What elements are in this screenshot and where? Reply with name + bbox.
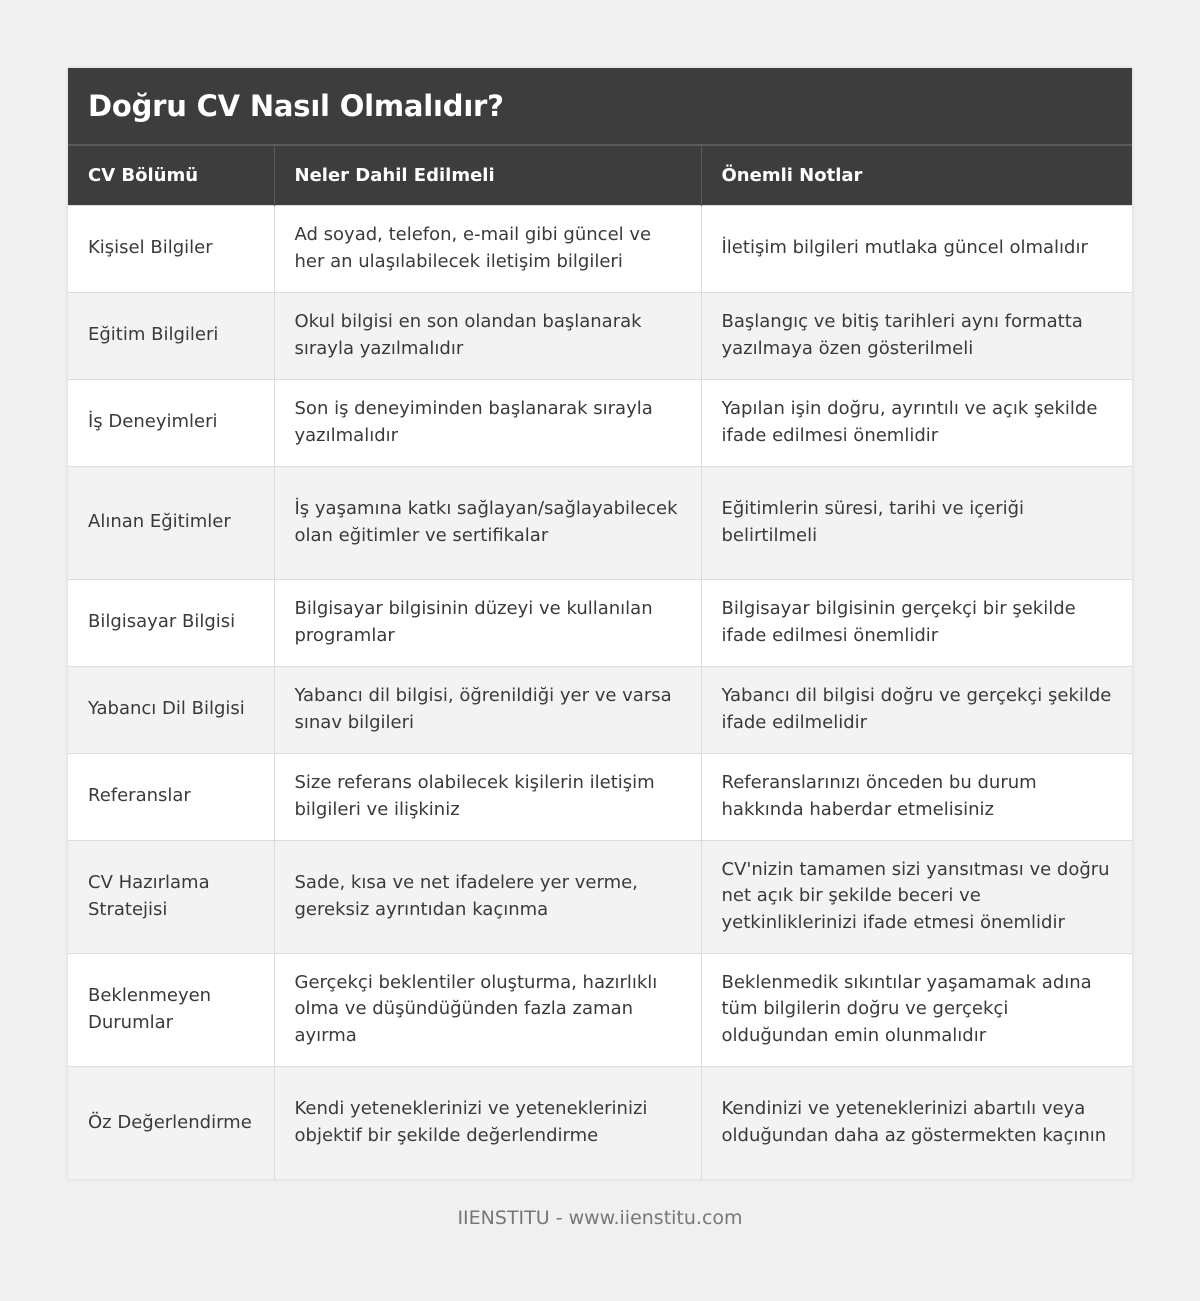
- table-row: [68, 666, 1132, 753]
- cell-notes: Referanslarınızı önceden bu durum hakkında haberdar etmelisiniz: [701, 753, 1132, 840]
- title-bar: [68, 68, 1132, 144]
- cv-table-card: [68, 68, 1132, 1179]
- cell-notes: Beklenmedik sıkıntılar yaşamamak adına tüm bilgilerin doğru ve gerçekçi olduğundan emin olunmalıdır: [701, 953, 1132, 1066]
- cell-section: CV Hazırlama Stratejisi: [68, 840, 274, 953]
- cell-include: Son iş deneyiminden başlanarak sırayla yazılmalıdır: [274, 379, 701, 466]
- cell-include: Ad soyad, telefon, e-mail gibi güncel ve her an ulaşılabilecek iletişim bilgileri: [274, 205, 701, 292]
- cell-section: Eğitim Bilgileri: [68, 292, 274, 379]
- cell-include: Kendi yeteneklerinizi ve yeteneklerinizi objektif bir şekilde değerlendirme: [274, 1066, 701, 1179]
- cell-section: Beklenmeyen Durumlar: [68, 953, 274, 1066]
- cell-notes: Kendinizi ve yeteneklerinizi abartılı veya olduğundan daha az göstermekten kaçının: [701, 1066, 1132, 1179]
- cv-table: [68, 144, 1132, 1179]
- cell-include: Okul bilgisi en son olandan başlanarak sırayla yazılmalıdır: [274, 292, 701, 379]
- cell-notes: Bilgisayar bilgisinin gerçekçi bir şekilde ifade edilmesi önemlidir: [701, 579, 1132, 666]
- cell-section: Bilgisayar Bilgisi: [68, 579, 274, 666]
- cell-include: Size referans olabilecek kişilerin iletişim bilgileri ve ilişkiniz: [274, 753, 701, 840]
- cell-notes: Yapılan işin doğru, ayrıntılı ve açık şekilde ifade edilmesi önemlidir: [701, 379, 1132, 466]
- table-row: [68, 379, 1132, 466]
- cell-notes: CV'nizin tamamen sizi yansıtması ve doğru net açık bir şekilde beceri ve yetkinliklerinizi ifade etmesi önemlidir: [701, 840, 1132, 953]
- column-header-section: CV Bölümü: [68, 145, 274, 205]
- table-row: [68, 953, 1132, 1066]
- cell-section: Yabancı Dil Bilgisi: [68, 666, 274, 753]
- cell-notes: Eğitimlerin süresi, tarihi ve içeriği belirtilmeli: [701, 466, 1132, 579]
- cell-section: İş Deneyimleri: [68, 379, 274, 466]
- page-title: Doğru CV Nasıl Olmalıdır?: [88, 89, 504, 123]
- cell-notes: Başlangıç ve bitiş tarihleri aynı formatta yazılmaya özen gösterilmeli: [701, 292, 1132, 379]
- table-row: [68, 205, 1132, 292]
- cell-include: İş yaşamına katkı sağlayan/sağlayabilecek olan eğitimler ve sertifikalar: [274, 466, 701, 579]
- cell-include: Gerçekçi beklentiler oluşturma, hazırlıklı olma ve düşündüğünden fazla zaman ayırma: [274, 953, 701, 1066]
- table-row: [68, 753, 1132, 840]
- cell-include: Yabancı dil bilgisi, öğrenildiği yer ve varsa sınav bilgileri: [274, 666, 701, 753]
- column-header-include: Neler Dahil Edilmeli: [274, 145, 701, 205]
- cell-section: Kişisel Bilgiler: [68, 205, 274, 292]
- cell-notes: Yabancı dil bilgisi doğru ve gerçekçi şekilde ifade edilmelidir: [701, 666, 1132, 753]
- cell-include: Sade, kısa ve net ifadelere yer verme, gereksiz ayrıntıdan kaçınma: [274, 840, 701, 953]
- cell-include: Bilgisayar bilgisinin düzeyi ve kullanılan programlar: [274, 579, 701, 666]
- cell-notes: İletişim bilgileri mutlaka güncel olmalıdır: [701, 205, 1132, 292]
- cell-section: Alınan Eğitimler: [68, 466, 274, 579]
- table-row: [68, 292, 1132, 379]
- column-header-notes: Önemli Notlar: [701, 145, 1132, 205]
- table-header-row: [68, 145, 1132, 205]
- cell-section: Referanslar: [68, 753, 274, 840]
- table-row: [68, 579, 1132, 666]
- table-row: [68, 1066, 1132, 1179]
- cell-section: Öz Değerlendirme: [68, 1066, 274, 1179]
- table-row: [68, 840, 1132, 953]
- footer-credit: IIENSTITU - www.iienstitu.com: [457, 1207, 743, 1229]
- table-row: [68, 466, 1132, 579]
